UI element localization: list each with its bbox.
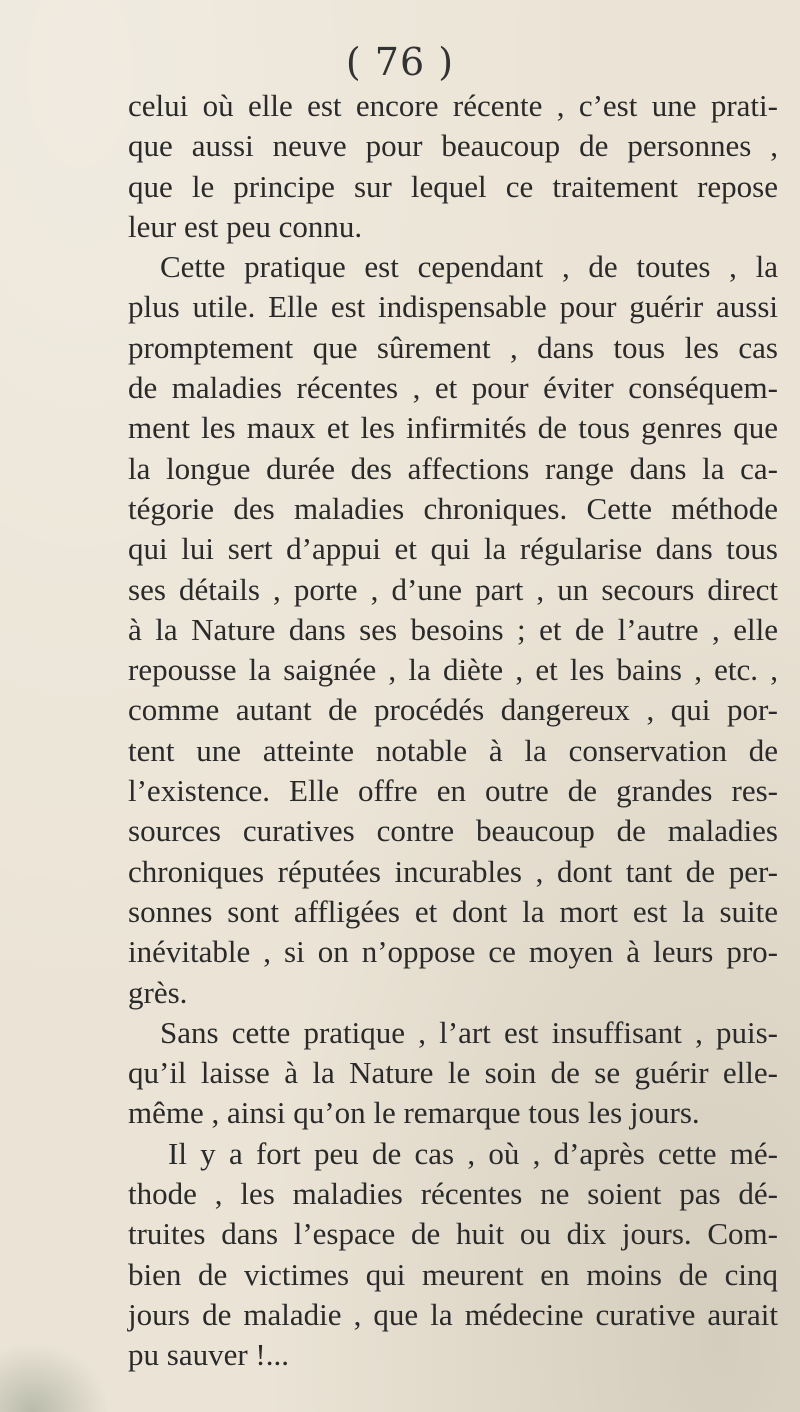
- text-line: bien de victimes qui meurent en moins de cinq: [128, 1256, 778, 1292]
- text-line: sources curatives contre beaucoup de maladies: [128, 813, 778, 849]
- text-line: repousse la saignée , la diète , et les bains , etc. ,: [128, 652, 778, 688]
- paragraph-start-line: Sans cette pratique , l’art est insuffisant , puis-: [160, 1014, 778, 1050]
- text-line: la longue durée des affections range dans la ca-: [128, 450, 778, 486]
- text-line: à la Nature dans ses besoins ; et de l’autre , elle: [128, 611, 778, 647]
- text-line: même , ainsi qu’on le remarque tous les jours.: [128, 1095, 700, 1131]
- paragraph-start-line: Il y a fort peu de cas , où , d’après cette mé-: [168, 1135, 778, 1171]
- text-line: de maladies récentes , et pour éviter conséquem-: [128, 370, 778, 406]
- text-line: pu sauver !...: [128, 1337, 289, 1373]
- text-line: que le principe sur lequel ce traitement repose: [128, 168, 778, 204]
- text-line: grès.: [128, 974, 188, 1010]
- text-line: tégorie des maladies chroniques. Cette méthode: [128, 490, 778, 526]
- text-line: truites dans l’espace de huit ou dix jours. Com-: [128, 1216, 778, 1252]
- text-line: tent une atteinte notable à la conservation de: [128, 732, 778, 768]
- text-line: chroniques réputées incurables , dont tant de per-: [128, 853, 778, 889]
- text-line: qu’il laisse à la Nature le soin de se guérir elle-: [128, 1055, 778, 1091]
- text-line: qui lui sert d’appui et qui la régularise dans tous: [128, 531, 778, 567]
- text-line: promptement que sûrement , dans tous les cas: [128, 329, 778, 365]
- text-line: celui où elle est encore récente , c’est une prati-: [128, 88, 778, 123]
- text-line: comme autant de procédés dangereux , qui por-: [128, 692, 778, 728]
- text-line: sonnes sont affligées et dont la mort est la suite: [128, 893, 778, 929]
- text-line: leur est peu connu.: [128, 208, 363, 244]
- page-number: ( 76 ): [345, 40, 455, 84]
- text-line: jours de maladie , que la médecine curative aurait: [128, 1296, 778, 1332]
- text-line: ment les maux et les infirmités de tous genres que: [128, 410, 778, 446]
- text-line: que aussi neuve pour beaucoup de personnes ,: [128, 128, 778, 164]
- paragraph-start-line: Cette pratique est cependant , de toutes , la: [160, 249, 778, 285]
- body-text: [128, 86, 778, 1376]
- text-line: thode , les maladies récentes ne soient pas dé-: [128, 1176, 778, 1212]
- text-line: ses détails , porte , d’une part , un secours direct: [128, 571, 778, 607]
- text-line: l’existence. Elle offre en outre de grandes res-: [128, 773, 778, 809]
- text-line: inévitable , si on n’oppose ce moyen à leurs pro-: [128, 934, 778, 970]
- text-line: plus utile. Elle est indispensable pour guérir aussi: [128, 289, 778, 325]
- paper-stain: [0, 1342, 110, 1412]
